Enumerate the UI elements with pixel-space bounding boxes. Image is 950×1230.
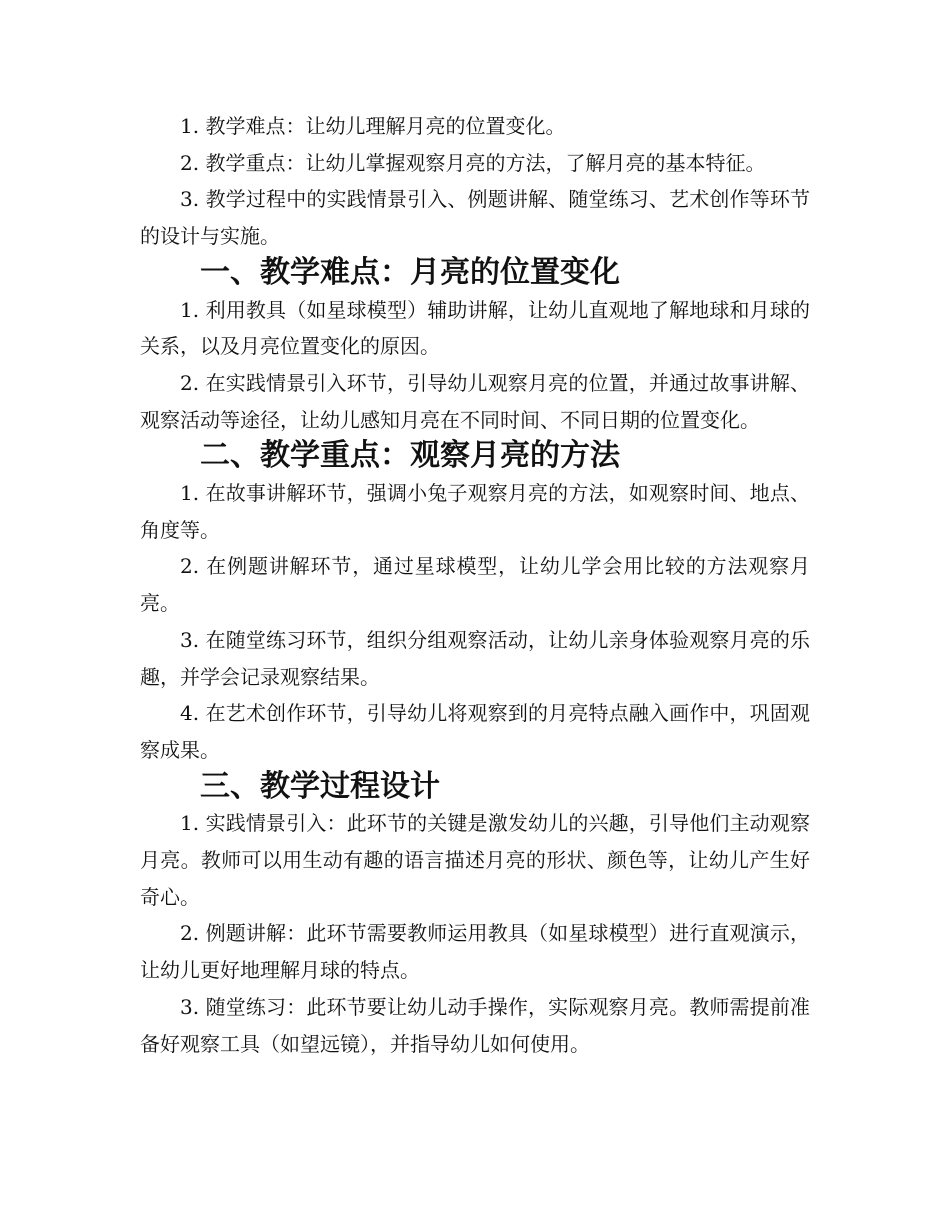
document-body <box>140 108 810 1062</box>
paragraph: 2. 在例题讲解环节，通过星球模型，让幼儿学会用比较的方法观察月亮。 <box>140 554 810 616</box>
paragraph: 1. 在故事讲解环节，强调小兔子观察月亮的方法，如观察时间、地点、角度等。 <box>140 481 810 542</box>
paragraph: 1. 实践情景引入：此环节的关键是激发幼儿的兴趣，引导他们主动观察月亮。教师可以用生动有趣的语言描述月亮的形状、颜色等，让幼儿产生好奇心。 <box>140 811 810 909</box>
paragraph: 2. 例题讲解：此环节需要教师运用教具（如星球模型）进行直观演示，让幼儿更好地理解月球的特点。 <box>140 921 810 983</box>
paragraph: 3. 在随堂练习环节，组织分组观察活动，让幼儿亲身体验观察月亮的乐趣，并学会记录观察结果。 <box>140 627 810 689</box>
paragraph: 4. 在艺术创作环节，引导幼儿将观察到的月亮特点融入画作中，巩固观察成果。 <box>140 701 810 762</box>
list-item-process: 3. 教学过程中的实践情景引入、例题讲解、随堂练习、艺术创作等环节的设计与实施。 <box>140 187 810 249</box>
list-item-difficulty: 1. 教学难点：让幼儿理解月亮的位置变化。 <box>180 114 566 138</box>
paragraph: 1. 利用教具（如星球模型）辅助讲解，让幼儿直观地了解地球和月球的关系，以及月亮位置变化的原因。 <box>140 297 810 359</box>
paragraph: 2. 在实践情景引入环节，引导幼儿观察月亮的位置，并通过故事讲解、观察活动等途径，让幼儿感知月亮在不同时间、不同日期的位置变化。 <box>140 370 810 432</box>
section-heading-2: 二、教学重点：观察月亮的方法 <box>200 438 620 474</box>
section-heading-1: 一、教学难点：月亮的位置变化 <box>200 254 620 290</box>
list-item-key-point: 2. 教学重点：让幼儿掌握观察月亮的方法，了解月亮的基本特征。 <box>180 150 766 175</box>
section-heading-3: 三、教学过程设计 <box>200 768 440 804</box>
paragraph: 3. 随堂练习：此环节要让幼儿动手操作，实际观察月亮。教师需提前准备好观察工具（如望远镜），并指导幼儿如何使用。 <box>140 994 810 1056</box>
